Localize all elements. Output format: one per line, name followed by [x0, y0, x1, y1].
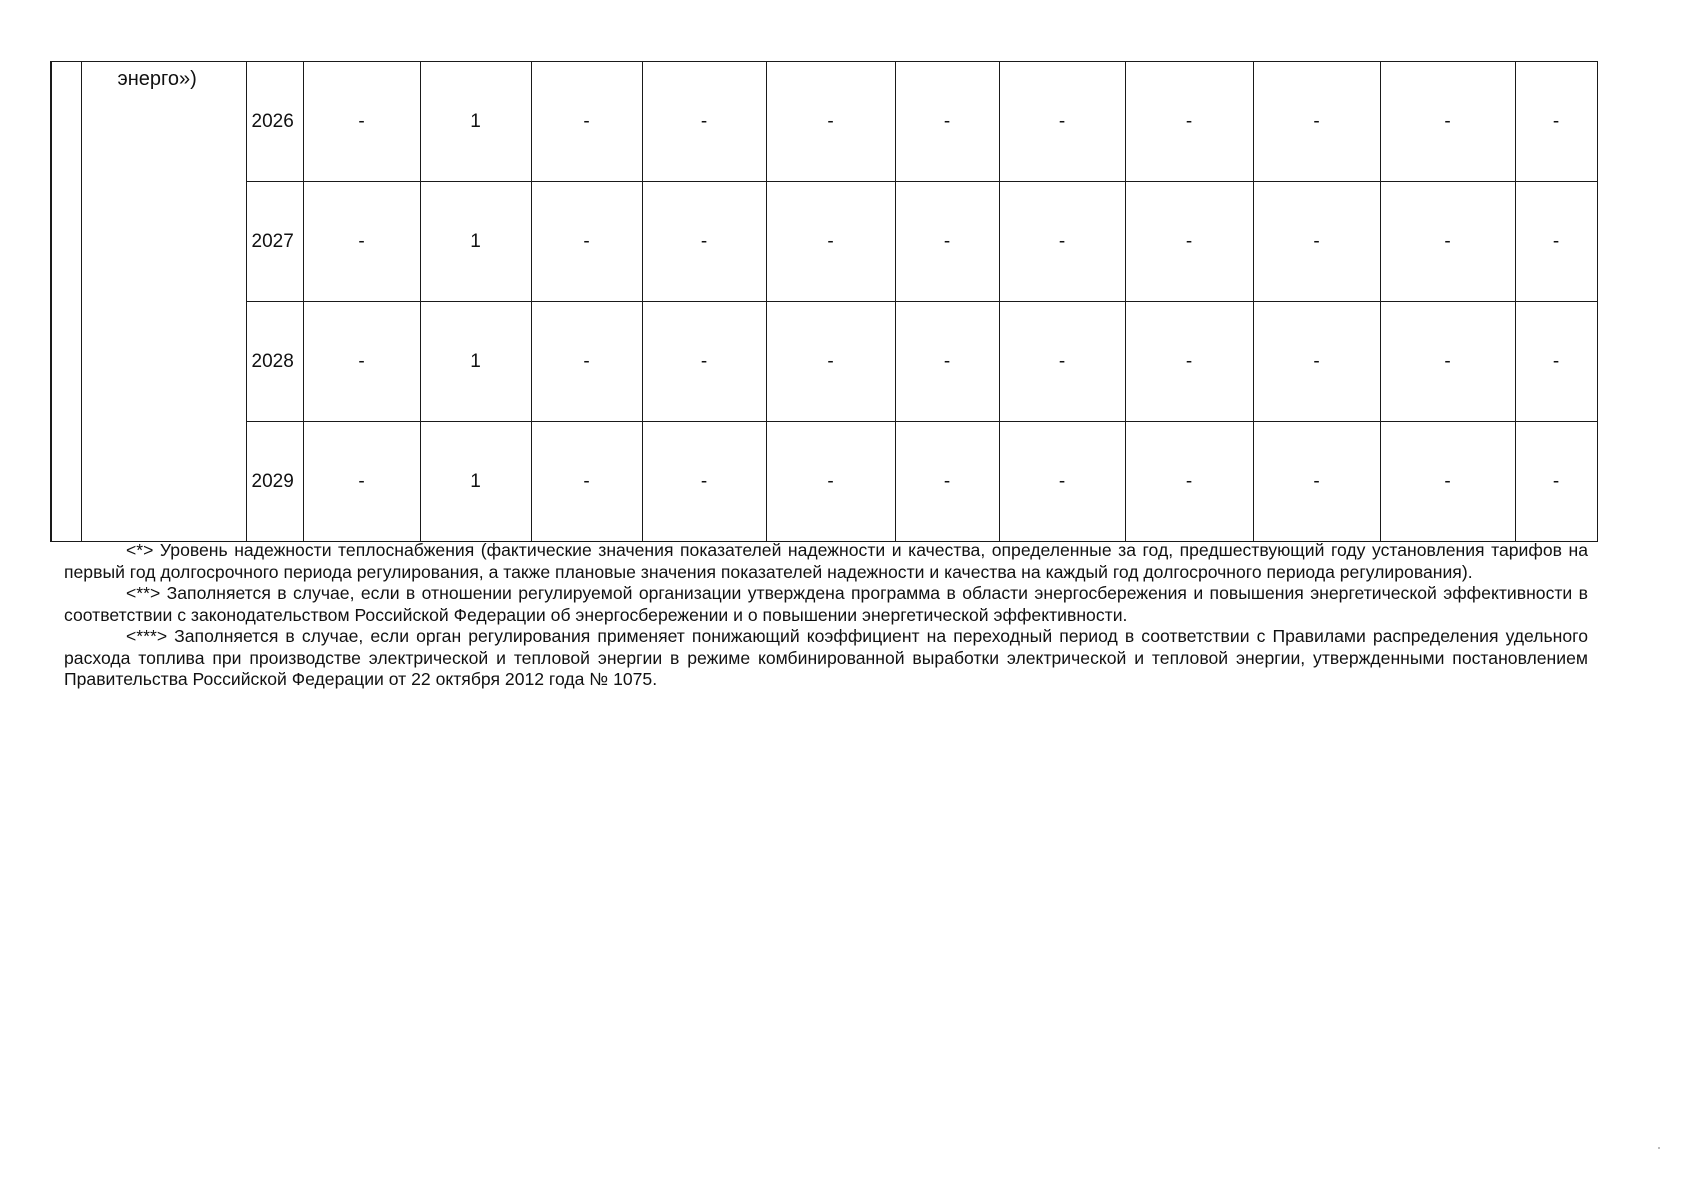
table-row: [51, 422, 1597, 542]
table-row: [51, 182, 1597, 302]
value-cell: -: [303, 62, 420, 182]
value-cell: -: [1380, 62, 1515, 182]
value-cell: -: [303, 422, 420, 542]
value-cell: -: [303, 182, 420, 302]
value-cell: -: [531, 302, 642, 422]
value-cell: -: [1125, 422, 1253, 542]
value-cell: -: [1515, 302, 1597, 422]
value-cell: -: [999, 62, 1125, 182]
value-cell: -: [1253, 422, 1380, 542]
value-cell: -: [531, 62, 642, 182]
footnote-energy-saving: <**> Заполняется в случае, если в отношении регулируемой организации утверждена программа в области энергосбережения и повышения энергетической эффективности в соответствии с законодательством Российской Федерации об энергосбережении и о повышении энергетической эффективности.: [64, 583, 1588, 625]
value-cell: -: [999, 182, 1125, 302]
value-cell: -: [642, 182, 766, 302]
value-cell: -: [1125, 62, 1253, 182]
footnote-reduction-coefficient: <***> Заполняется в случае, если орган регулирования применяет понижающий коэффициент на переходный период в соответствии с Правилами распределения удельного расхода топлива при производстве электрической и тепловой энергии в режиме комбинированной выработки электрической и тепловой энергии, утвержденными постановлением Правительства Российской Федерации от 22 октября 2012 года № 1075.: [64, 626, 1588, 689]
value-cell: -: [1380, 422, 1515, 542]
footnote-reliability: <*> Уровень надежности теплоснабжения (фактические значения показателей надежности и качества, определенные за год, предшествующий году установления тарифов на первый год долгосрочного периода регулирования, а также плановые значения показателей надежности и качества на каждый год долгосрочного периода регулирования).: [64, 540, 1588, 582]
value-cell: 1: [420, 182, 531, 302]
year-cell: 2028: [246, 302, 303, 422]
value-cell: -: [303, 302, 420, 422]
table-row: [51, 302, 1597, 422]
value-cell: 1: [420, 62, 531, 182]
value-cell: 1: [420, 302, 531, 422]
value-cell: -: [766, 302, 895, 422]
value-cell: -: [1515, 422, 1597, 542]
value-cell: -: [999, 422, 1125, 542]
value-cell: -: [1253, 62, 1380, 182]
value-cell: -: [1380, 302, 1515, 422]
organization-name-cell: энерго»): [81, 62, 246, 542]
value-cell: -: [1125, 302, 1253, 422]
year-cell: 2029: [246, 422, 303, 542]
row-number-cell: [51, 62, 81, 542]
value-cell: -: [1253, 302, 1380, 422]
scan-speck: [1658, 1147, 1660, 1149]
value-cell: -: [531, 422, 642, 542]
value-cell: -: [895, 302, 999, 422]
year-cell: 2027: [246, 182, 303, 302]
value-cell: -: [642, 422, 766, 542]
value-cell: -: [766, 182, 895, 302]
value-cell: -: [642, 62, 766, 182]
value-cell: -: [1253, 182, 1380, 302]
value-cell: -: [1515, 182, 1597, 302]
year-cell: 2026: [246, 62, 303, 182]
value-cell: -: [895, 62, 999, 182]
value-cell: 1: [420, 422, 531, 542]
value-cell: -: [531, 182, 642, 302]
footnotes: [64, 540, 1588, 691]
indicators-table: [50, 61, 1598, 542]
value-cell: -: [1515, 62, 1597, 182]
value-cell: -: [766, 62, 895, 182]
value-cell: -: [895, 422, 999, 542]
table-row: [51, 62, 1597, 182]
value-cell: -: [999, 302, 1125, 422]
value-cell: -: [895, 182, 999, 302]
value-cell: -: [1125, 182, 1253, 302]
value-cell: -: [642, 302, 766, 422]
value-cell: -: [1380, 182, 1515, 302]
value-cell: -: [766, 422, 895, 542]
